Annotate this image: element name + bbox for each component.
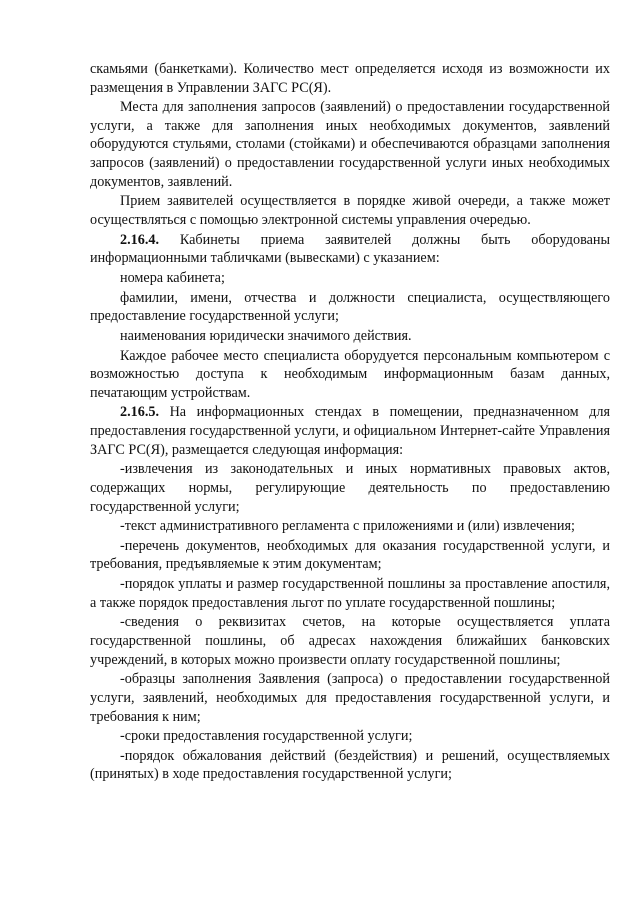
paragraph-text: -образцы заполнения Заявления (запроса) о предоставлении государственной услуги, заявлений, необходимых для предоставления государственной услуги, и требования к ним; [90,671,610,725]
paragraph-text: -сроки предоставления государственной услуги; [120,728,413,745]
list-item [90,537,610,574]
list-item [90,727,610,746]
paragraph [90,289,610,326]
list-item [90,517,610,536]
paragraph-text: -перечень документов, необходимых для оказания государственной услуги, и требования, предъявляемые к этим документам; [90,537,610,573]
paragraph-text: наименования юридически значимого действия. [120,327,412,344]
paragraph-text: -сведения о реквизитах счетов, на которые осуществляется уплата государственной пошлины, об адресах нахождения ближайших банковских учреждений, в которых можно произвести оплату государственной пошлины; [90,614,610,668]
paragraph-text: На информационных стендах в помещении, предназначенном для предоставления государственной услуги, и официальном Интернет-сайте Управления ЗАГС РС(Я), размещается следующая информация: [90,404,610,458]
clause-number: 2.16.4. [120,231,160,248]
list-item [90,575,610,612]
paragraph [90,327,610,346]
paragraph-text: скамьями (банкетками). Количество мест определяется исходя из возможности их размещения в Управлении ЗАГС РС(Я). [90,61,610,96]
paragraph [90,60,610,97]
paragraph [90,231,610,268]
clause-number: 2.16.5. [120,404,160,421]
paragraph-text: -текст административного регламента с приложениями и (или) извлечения; [120,518,575,535]
paragraph-text: номера кабинета; [120,269,225,286]
paragraph [90,98,610,191]
paragraph-text: Кабинеты приема заявителей должны быть оборудованы информационными табличками (вывесками) с указанием: [90,231,611,267]
paragraph-text: -извлечения из законодательных и иных нормативных правовых актов, содержащих нормы, регулирующие деятельность по предоставлению государственной услуги; [90,461,610,515]
paragraph [90,192,610,229]
list-item [90,613,610,669]
paragraph [90,403,610,459]
paragraph-text: фамилии, имени, отчества и должности специалиста, осуществляющего предоставление государственной услуги; [90,289,610,325]
paragraph-text: Каждое рабочее место специалиста оборудуется персональным компьютером с возможностью доступа к необходимым информационным базам данных, печатающим устройствам. [90,347,610,401]
paragraph-text: -порядок обжалования действий (бездействия) и решений, осуществляемых (принятых) в ходе предоставления государственной услуги; [90,747,610,783]
paragraph [90,269,610,288]
list-item [90,670,610,726]
paragraph-text: Места для заполнения запросов (заявлений) о предоставлении государственной услуги, а также для заполнения иных необходимых документов, заявлений оборудуются стульями, столами (стойками) и обеспечиваются образцами заполнения запросов (заявлений) о предоставлении государственной услуги иных необходимых документов, заявлений. [90,99,610,190]
paragraph-text: Прием заявителей осуществляется в порядке живой очереди, а также может осуществляться с помощью электронной системы управления очередью. [90,193,610,228]
paragraph [90,347,610,403]
paragraph-text: -порядок уплаты и размер государственной пошлины за проставление апостиля, а также порядок предоставления льгот по уплате государственной пошлины; [90,576,610,611]
list-item [90,747,610,784]
list-item [90,460,610,516]
document-page [90,60,610,785]
